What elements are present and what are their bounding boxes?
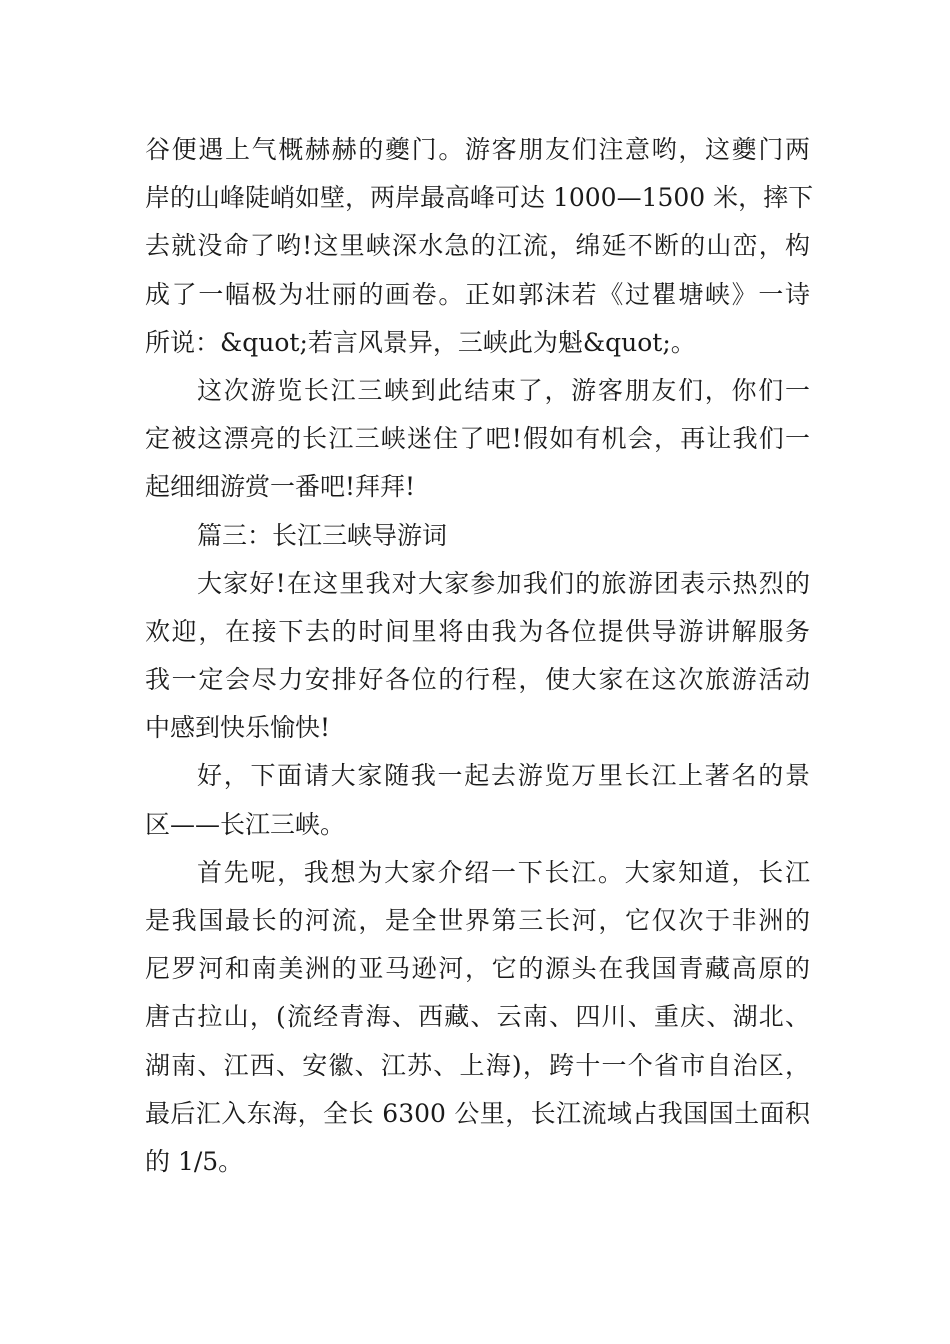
text-line: 所说：&quot;若言风景异，三峡此为魁&quot;。 bbox=[145, 327, 696, 357]
text-line: 岸的山峰陡峭如壁，两岸最高峰可达 1000—1500 米，摔下 bbox=[145, 183, 814, 213]
text-line: 好，下面请大家随我一起去游览万里长江上著名的景 bbox=[197, 761, 810, 791]
text-line: 首先呢，我想为大家介绍一下长江。大家知道，长江 bbox=[197, 857, 810, 887]
document-body bbox=[145, 126, 814, 1186]
text-line: 唐古拉山，(流经青海、西藏、云南、四川、重庆、湖北、 bbox=[145, 1002, 810, 1032]
text-line: 谷便遇上气概赫赫的夔门。游客朋友们注意哟，这夔门两 bbox=[145, 135, 810, 164]
section-heading: 篇三：长江三峡导游词 bbox=[197, 520, 448, 550]
text-line: 我一定会尽力安排好各位的行程，使大家在这次旅游活动 bbox=[145, 665, 810, 695]
text-line: 最后汇入东海，全长 6300 公里，长江流域占我国国土面积 bbox=[145, 1098, 810, 1128]
text-line: 中感到快乐愉快! bbox=[145, 713, 331, 743]
text-line: 尼罗河和南美洲的亚马逊河，它的源头在我国青藏高原的 bbox=[145, 954, 810, 984]
text-line: 的 1/5。 bbox=[145, 1146, 244, 1176]
text-line: 湖南、江西、安徽、江苏、上海)，跨十一个省市自治区， bbox=[145, 1050, 810, 1080]
text-line: 欢迎，在接下去的时间里将由我为各位提供导游讲解服务 bbox=[145, 616, 810, 646]
text-line: 去就没命了哟!这里峡深水急的江流，绵延不断的山峦，构 bbox=[145, 231, 810, 261]
text-line: 是我国最长的河流，是全世界第三长河，它仅次于非洲的 bbox=[145, 906, 810, 935]
text-line: 定被这漂亮的长江三峡迷住了吧!假如有机会，再让我们一 bbox=[145, 424, 810, 454]
text-line: 这次游览长江三峡到此结束了，游客朋友们，你们一 bbox=[197, 375, 810, 405]
text-line: 起细细游赏一番吧!拜拜! bbox=[145, 472, 416, 502]
text-line: 成了一幅极为壮丽的画卷。正如郭沫若《过瞿塘峡》一诗 bbox=[145, 279, 810, 309]
text-line: 大家好!在这里我对大家参加我们的旅游团表示热烈的 bbox=[197, 568, 810, 598]
text-line: 区——长江三峡。 bbox=[145, 809, 346, 839]
